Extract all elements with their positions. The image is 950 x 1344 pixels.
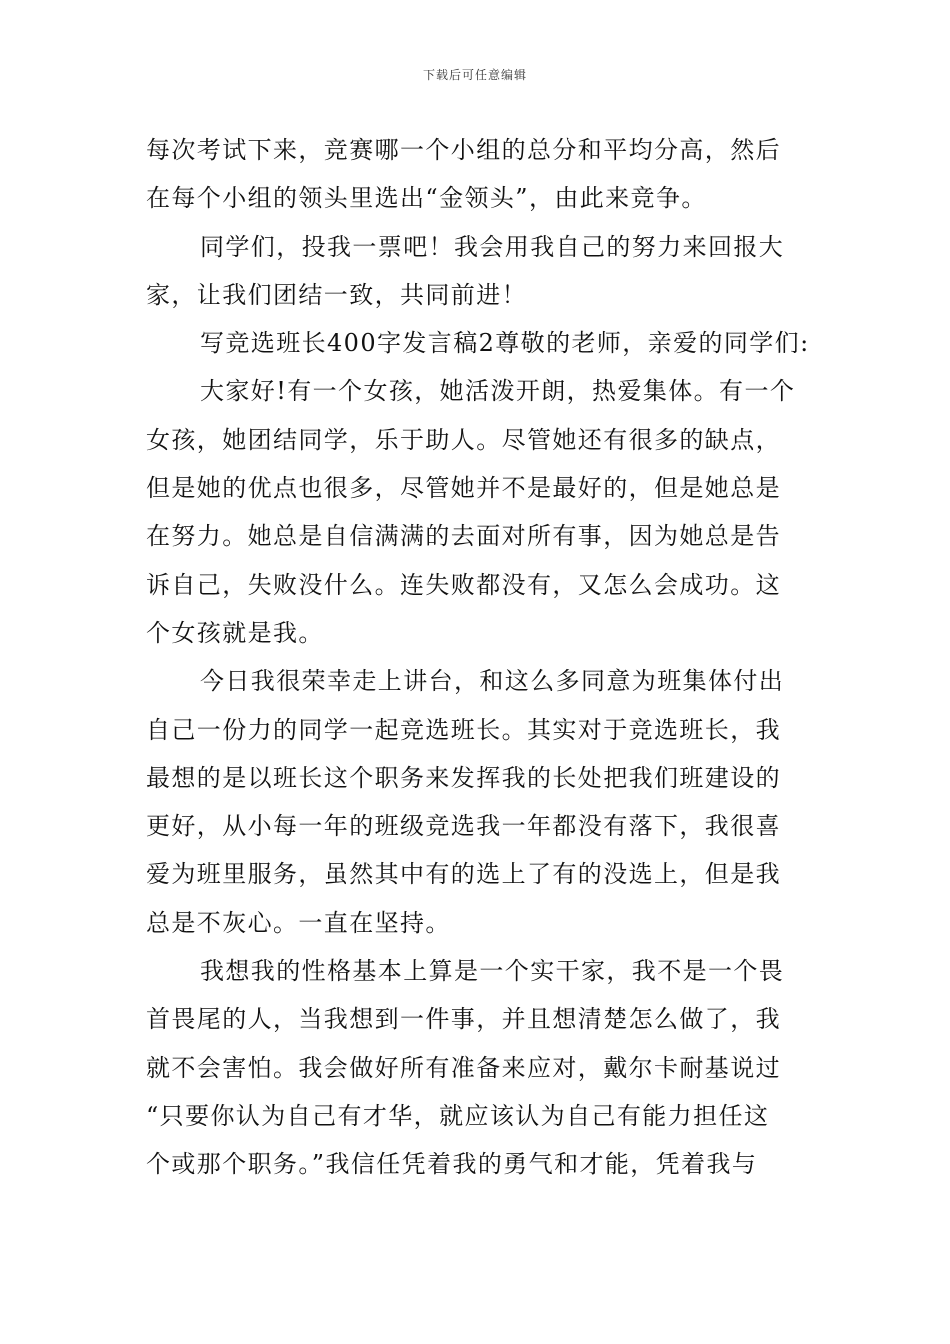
text-line: 自己一份力的同学一起竞选班长。其实对于竞选班长，我 — [146, 715, 781, 744]
text-line: 今日我很荣幸走上讲台，和这么多同意为班集体付出 — [200, 667, 785, 696]
document-body — [146, 126, 810, 1189]
text-line: 就不会害怕。我会做好所有准备来应对，戴尔卡耐基说过 — [146, 1053, 781, 1082]
text-line: 诉自己，失败没什么。连失败都没有，又怎么会成功。这 — [146, 570, 781, 599]
text-line: 爱为班里服务，虽然其中有的选上了有的没选上，但是我 — [146, 860, 781, 889]
text-line: 写竞选班长400字发言稿2尊敬的老师，亲爱的同学们: — [200, 329, 810, 358]
text-line: 但是她的优点也很多，尽管她并不是最好的，但是她总是 — [146, 474, 781, 503]
text-line: 我想我的性格基本上算是一个实干家，我不是一个畏 — [200, 957, 785, 986]
text-line: 家，让我们团结一致，共同前进！ — [146, 280, 527, 309]
text-line: 最想的是以班长这个职务来发挥我的长处把我们班建设的 — [146, 763, 781, 792]
text-line: 女孩，她团结同学，乐于助人。尽管她还有很多的缺点， — [146, 425, 781, 454]
text-line: 个或那个职务。”我信任凭着我的勇气和才能，凭着我与 — [146, 1150, 758, 1179]
text-line: 个女孩就是我。 — [146, 618, 324, 647]
text-line: 在努力。她总是自信满满的去面对所有事，因为她总是告 — [146, 522, 781, 551]
text-line: 大家好!有一个女孩，她活泼开朗，热爱集体。有一个 — [200, 377, 796, 406]
page-header: 下载后可任意编辑 — [422, 68, 527, 82]
text-line: 总是不灰心。一直在坚持。 — [146, 908, 451, 937]
text-line: 更好，从小每一年的班级竞选我一年都没有落下，我很喜 — [146, 812, 781, 841]
text-line: 在每个小组的领头里选出“金领头”，由此来竞争。 — [146, 184, 707, 213]
text-line: 同学们，投我一票吧！我会用我自己的努力来回报大 — [200, 232, 785, 261]
text-line: 每次考试下来，竞赛哪一个小组的总分和平均分高，然后 — [146, 136, 781, 164]
text-line: “只要你认为自己有才华，就应该认为自己有能力担任这 — [146, 1101, 770, 1130]
text-line: 首畏尾的人，当我想到一件事，并且想清楚怎么做了，我 — [146, 1005, 781, 1034]
